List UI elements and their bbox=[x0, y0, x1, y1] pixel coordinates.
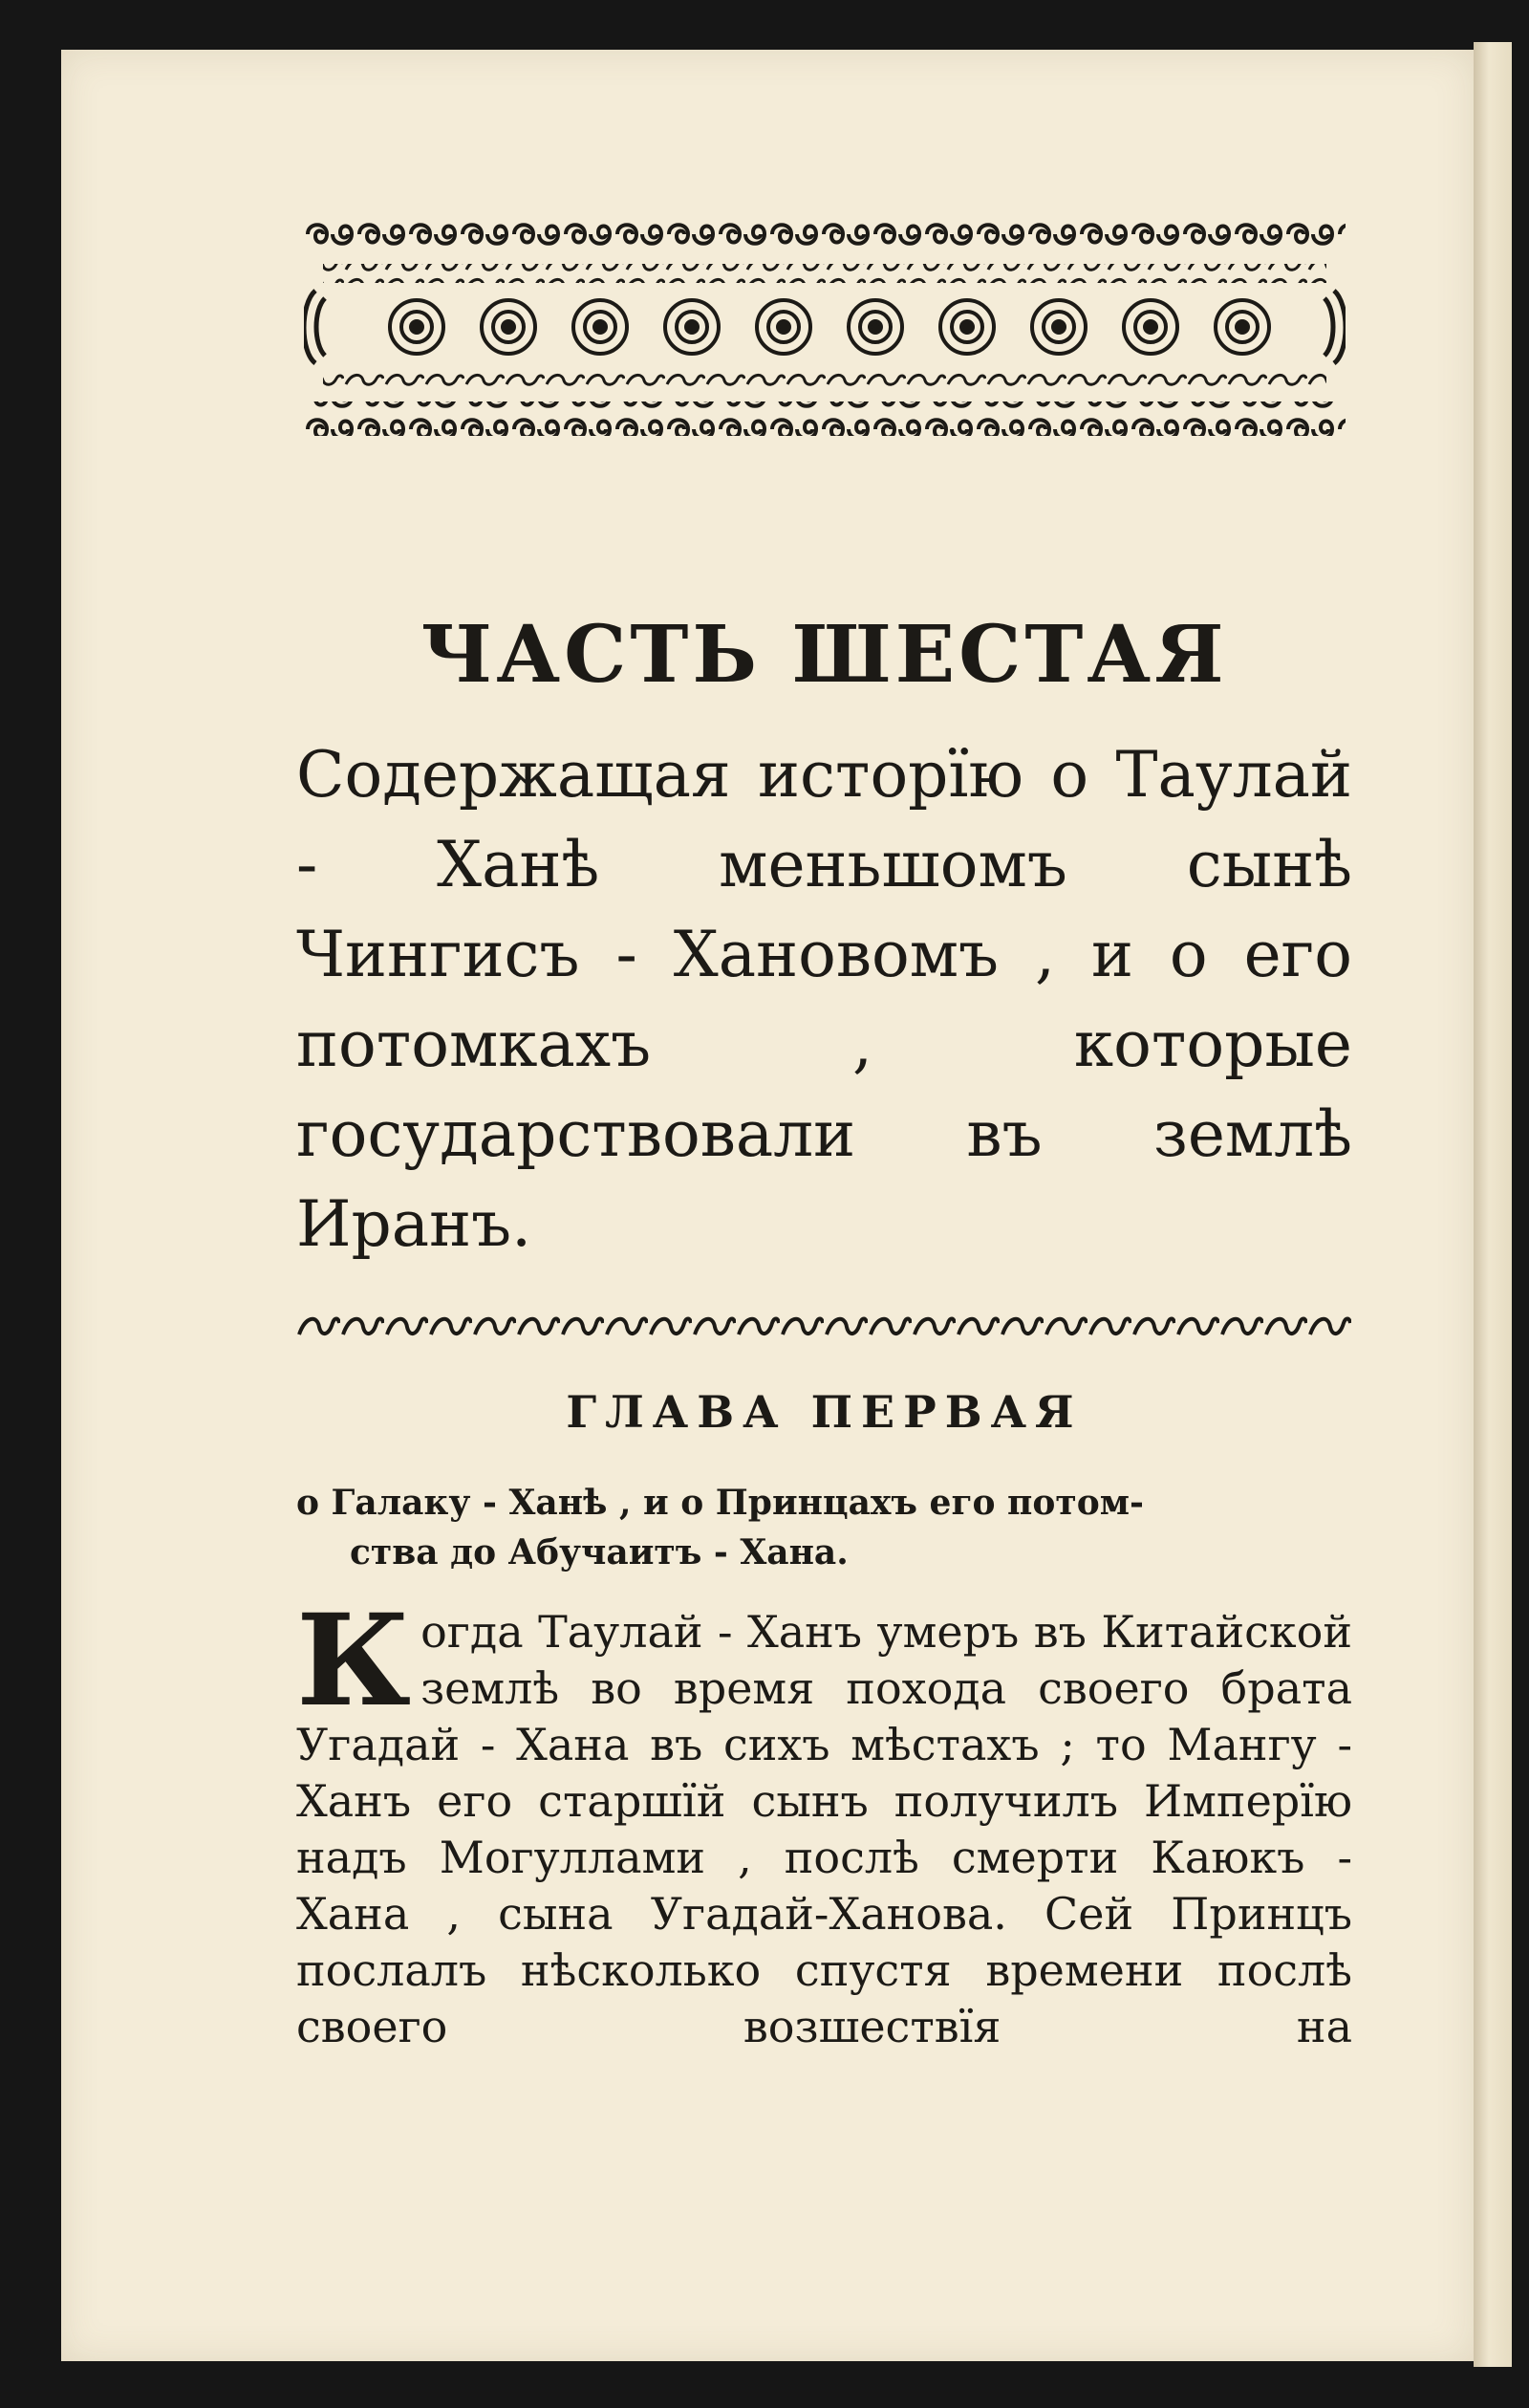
drop-cap: К bbox=[296, 1587, 412, 1736]
body-text: огда Таулай - Ханъ умеръ въ Китайской землѣ во время похода своего брата Угадай - Хана въ сихъ мѣстахъ ; то Мангу - Ханъ его старшїй сынъ получилъ Имперїю надъ Могуллами , послѣ смерти Каюкъ - Хана , сына Угадай-Ханова. Сей Принцъ послалъ нѣсколько спустя времени послѣ своего возшествїя на bbox=[296, 1606, 1352, 2053]
part-subtitle: Содержащая исторїю о Таулай - Ханѣ меньшомъ сынѣ Чингисъ - Хановомъ , и о его потомкахъ , которые государствовали въ землѣ Иранъ. bbox=[296, 738, 1352, 1262]
next-page-edge bbox=[1474, 42, 1512, 2367]
part-title: ЧАСТЬ ШЕСТАЯ bbox=[420, 609, 1228, 701]
page-content bbox=[296, 609, 1352, 2055]
header-ornament bbox=[304, 218, 1346, 438]
body-paragraph bbox=[296, 1587, 1352, 2055]
wave-divider bbox=[296, 1308, 1352, 1346]
chapter-summary bbox=[296, 1478, 1352, 1577]
chapter-summary-line-2: ства до Абучаитъ - Хана. bbox=[350, 1532, 849, 1573]
chapter-summary-line-1: о Галаку - Ханѣ , и о Принцахъ его потом- bbox=[296, 1483, 1144, 1524]
chapter-title: ГЛАВА ПЕРВАЯ bbox=[566, 1386, 1083, 1439]
